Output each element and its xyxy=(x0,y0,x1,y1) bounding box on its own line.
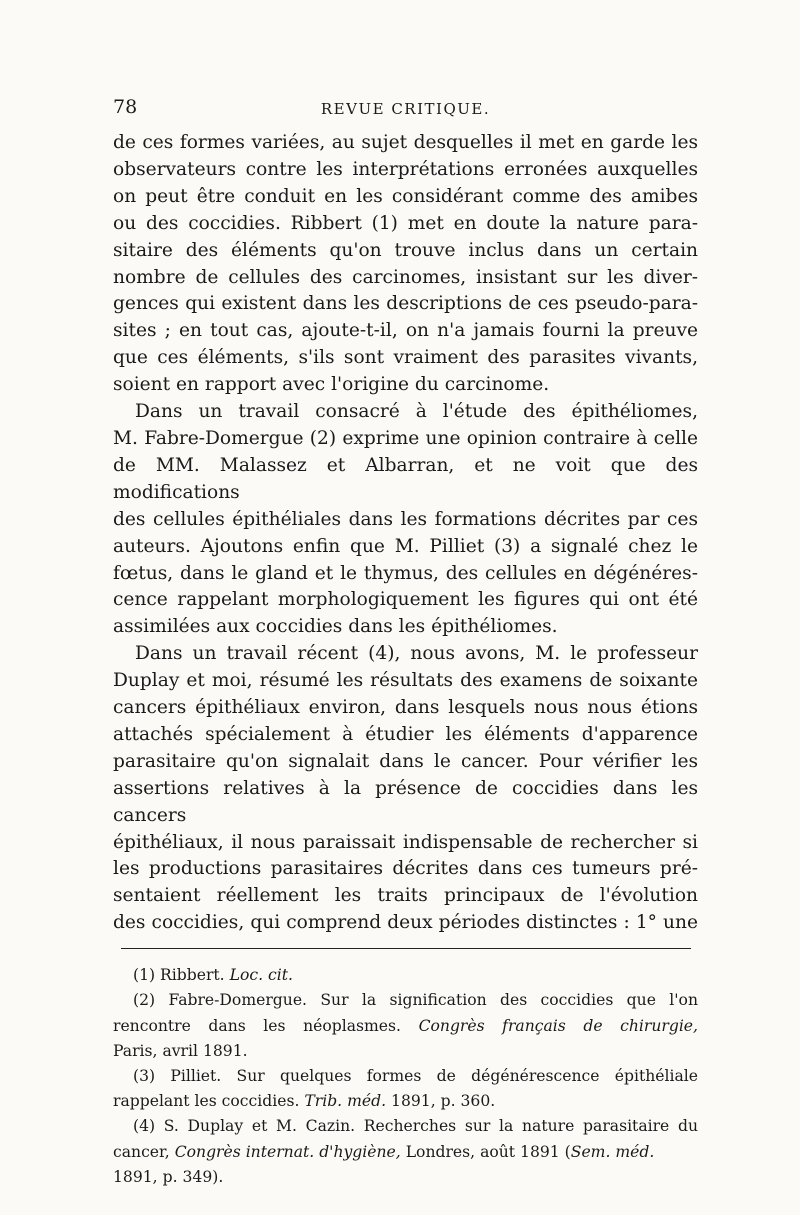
page-header xyxy=(113,96,698,130)
text-line: parasitaire qu'on signalait dans le cancer. Pour vérifier les xyxy=(113,750,698,772)
footnote-text: Londres, août 1891 ( xyxy=(400,1142,571,1161)
text-line: de ces formes variées, au sujet desquelles il met en garde les xyxy=(113,132,698,153)
footnote-citation: Sem. méd. xyxy=(570,1142,655,1161)
text-line: (4) S. Duplay et M. Cazin. Recherches sur la nature parasitaire du xyxy=(133,1117,698,1136)
text-line: gences qui existent dans les descriptions de ces pseudo-para- xyxy=(113,293,698,315)
footnote-rule xyxy=(121,948,691,949)
text-line: assertions relatives à la présence de coccidies dans les cancers xyxy=(113,777,698,826)
page-number: 78 xyxy=(113,96,138,118)
text-line: Dans un travail consacré à l'étude des épithéliomes, xyxy=(135,401,698,423)
text-line: observateurs contre les interprétations erronées auxquelles xyxy=(113,158,698,180)
book-page xyxy=(113,96,698,1190)
footnote-text: cancer, xyxy=(113,1142,175,1161)
text-line: (3) Pilliet. Sur quelques formes de dégénérescence épithéliale xyxy=(133,1067,698,1085)
text-line xyxy=(113,1014,698,1039)
text-line: les productions parasitaires décrites dans ces tumeurs pré- xyxy=(113,858,698,880)
text-line: sitaire des éléments qu'on trouve inclus dans un certain xyxy=(113,239,698,261)
text-line: on peut être conduit en les considérant comme des amibes xyxy=(113,185,698,207)
footnote-3 xyxy=(113,1064,698,1114)
text-line: assimilées aux coccidies dans les épithéliomes. xyxy=(113,616,558,638)
footnote-text: rappelant les coccidies. xyxy=(113,1092,305,1111)
paragraph-2 xyxy=(113,399,698,641)
text-line: que ces éléments, s'ils sont vraiment des parasites vivants, xyxy=(113,347,698,369)
footnote-text: 1891, p. 360. xyxy=(386,1092,496,1111)
text-line: Duplay et moi, résumé les résultats des examens de soixante xyxy=(113,670,698,692)
text-line: 1891, p. 349). xyxy=(113,1167,224,1186)
text-line: M. Fabre-Domergue (2) exprime une opinion contraire à celle xyxy=(113,427,698,449)
text-line: de MM. Malassez et Albarran, et ne voit que des modifications xyxy=(113,454,698,503)
text-line: épithéliaux, il nous paraissait indispensable de rechercher si xyxy=(113,831,698,853)
text-line: nombre de cellules des carcinomes, insistant sur les diver- xyxy=(113,266,698,288)
text-line: Paris, avril 1891. xyxy=(113,1041,248,1060)
text-line: des cellules épithéliales dans les formations décrites par ces xyxy=(113,508,698,530)
text-line: Dans un travail récent (4), nous avons, M. le professeur xyxy=(135,643,698,665)
text-line xyxy=(113,963,698,988)
paragraph-3 xyxy=(113,641,698,937)
footnote-2 xyxy=(113,988,698,1064)
text-line: des coccidies, qui comprend deux périodes distinctes : 1° une xyxy=(113,912,698,934)
footnote-text: rencontre dans les néoplasmes. xyxy=(113,1016,419,1035)
text-line: auteurs. Ajoutons enfin que M. Pilliet (3) a signalé chez le xyxy=(113,535,698,557)
footnote-text: (1) Ribbert. xyxy=(133,966,230,985)
text-line: (2) Fabre-Domergue. Sur la signification des coccidies que l'on xyxy=(133,991,698,1010)
footnote-citation: Congrès internat. d'hygiène, xyxy=(174,1142,401,1161)
footnotes xyxy=(113,963,698,1190)
footnote-citation: Loc. cit. xyxy=(229,966,293,985)
text-line xyxy=(113,1140,698,1165)
footnote-citation: Trib. méd. xyxy=(304,1092,387,1111)
text-line: sentaient réellement les traits principaux de l'évolution xyxy=(113,885,698,907)
text-line: cancers épithéliaux environ, dans lesquels nous nous étions xyxy=(113,697,698,719)
text-line: cence rappelant morphologiquement les figures qui ont été xyxy=(113,589,698,611)
text-line xyxy=(113,1089,698,1114)
paragraph-1 xyxy=(113,130,698,399)
text-line: sites ; en tout cas, ajoute-t-il, on n'a jamais fourni la preuve xyxy=(113,320,698,342)
body-text xyxy=(113,130,698,937)
footnote-1 xyxy=(113,963,698,988)
running-head: REVUE CRITIQUE. xyxy=(320,100,491,118)
text-line: attachés spécialement à étudier les éléments d'apparence xyxy=(113,723,698,745)
footnote-4 xyxy=(113,1114,698,1190)
text-line: fœtus, dans le gland et le thymus, des cellules en dégénéres- xyxy=(113,562,698,584)
text-line: soient en rapport avec l'origine du carcinome. xyxy=(113,374,550,396)
text-line: ou des coccidies. Ribbert (1) met en doute la nature para- xyxy=(113,212,698,234)
footnote-citation: Congrès français de chirurgie, xyxy=(418,1016,698,1035)
